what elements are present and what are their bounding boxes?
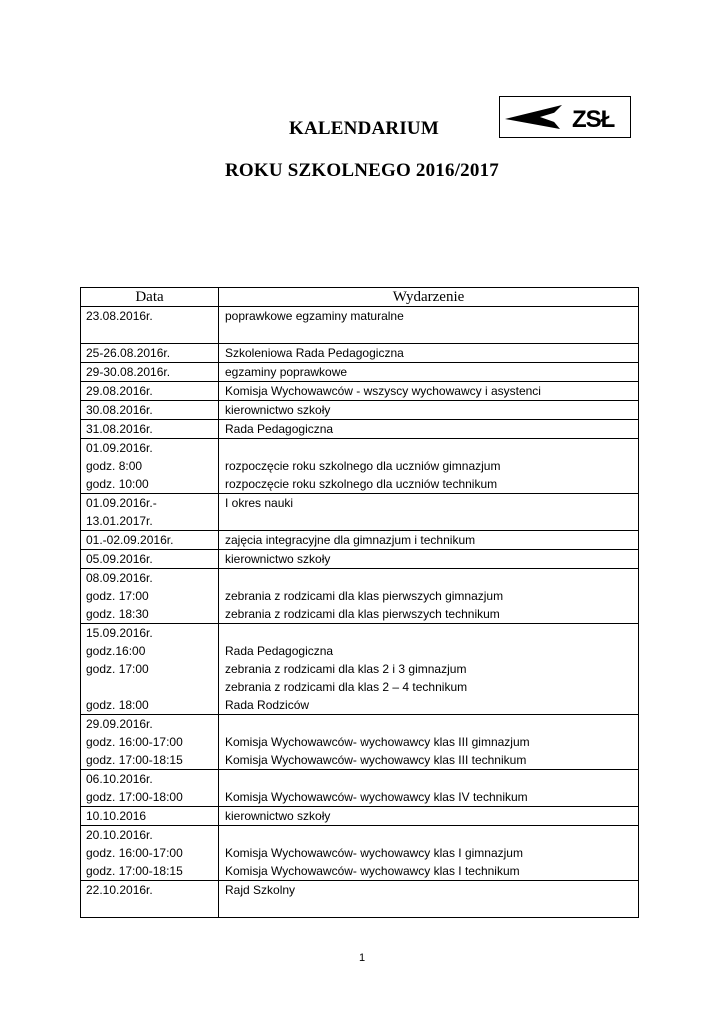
event-cell — [219, 569, 639, 624]
date-cell-line: godz. 17:00 — [86, 662, 149, 676]
event-cell-line: Komisja Wychowawców- wychowawcy klas IV technikum — [225, 790, 528, 804]
event-cell-line: zebrania z rodzicami dla klas pierwszych technikum — [225, 607, 500, 621]
event-cell — [219, 715, 639, 770]
event-cell-line — [225, 325, 638, 343]
date-cell — [81, 363, 219, 382]
date-cell-line: 06.10.2016r. — [86, 772, 153, 786]
event-cell — [219, 494, 639, 531]
event-cell — [219, 307, 639, 344]
date-cell — [81, 307, 219, 344]
table-row — [81, 624, 639, 715]
date-cell — [81, 420, 219, 439]
date-cell-line — [86, 325, 218, 343]
date-cell-line: godz.16:00 — [86, 644, 146, 658]
date-cell-line: godz. 18:00 — [86, 698, 149, 712]
event-cell-line — [225, 770, 638, 788]
date-cell-line: 08.09.2016r. — [86, 571, 153, 585]
table-row — [81, 550, 639, 569]
event-cell-line: Komisja Wychowawców- wychowawcy klas I gimnazjum — [225, 846, 523, 860]
event-cell-line — [225, 512, 638, 530]
date-cell — [81, 881, 219, 918]
table-row — [81, 715, 639, 770]
table-row — [81, 531, 639, 550]
date-cell — [81, 550, 219, 569]
column-header-event: Wydarzenie — [219, 288, 639, 307]
table-row — [81, 807, 639, 826]
event-cell-line: Szkoleniowa Rada Pedagogiczna — [225, 346, 404, 360]
event-cell-line: Komisja Wychowawców- wychowawcy klas III technikum — [225, 753, 527, 767]
date-cell-line: 22.10.2016r. — [86, 883, 153, 897]
event-cell-line — [225, 624, 638, 642]
calendar-table — [80, 287, 639, 918]
event-cell-line: zajęcia integracyjne dla gimnazjum i technikum — [225, 533, 476, 547]
event-cell — [219, 401, 639, 420]
event-cell-line: zebrania z rodzicami dla klas 2 – 4 technikum — [225, 680, 468, 694]
table-row — [81, 401, 639, 420]
event-cell-line: kierownictwo szkoły — [225, 809, 331, 823]
date-cell-line: 15.09.2016r. — [86, 626, 153, 640]
table-row — [81, 420, 639, 439]
event-cell-line — [225, 899, 638, 917]
date-cell-line: 01.09.2016r. — [86, 441, 153, 455]
event-cell-line: Komisja Wychowawców- wychowawcy klas III gimnazjum — [225, 735, 530, 749]
date-cell-line: godz. 18:30 — [86, 607, 149, 621]
event-cell-line: kierownictwo szkoły — [225, 403, 331, 417]
date-cell-line: godz. 8:00 — [86, 459, 143, 473]
date-cell — [81, 569, 219, 624]
title-line-1: KALENDARIUM — [289, 118, 439, 139]
date-cell-line: 30.08.2016r. — [86, 403, 153, 417]
table-row — [81, 569, 639, 624]
date-cell-line: godz. 17:00 — [86, 589, 149, 603]
table-row — [81, 881, 639, 918]
date-cell-line: 20.10.2016r. — [86, 828, 153, 842]
date-cell — [81, 439, 219, 494]
event-cell-line: zebrania z rodzicami dla klas 2 i 3 gimnazjum — [225, 662, 467, 676]
date-cell — [81, 531, 219, 550]
date-cell-line: 01.-02.09.2016r. — [86, 533, 174, 547]
event-cell — [219, 363, 639, 382]
event-cell — [219, 881, 639, 918]
event-cell — [219, 826, 639, 881]
date-cell-line — [86, 678, 218, 696]
event-cell-line — [225, 715, 638, 733]
date-cell-line: godz. 10:00 — [86, 477, 149, 491]
event-cell — [219, 770, 639, 807]
zsl-logo-icon — [500, 97, 630, 137]
event-cell-line: Rajd Szkolny — [225, 883, 296, 897]
event-cell-line: Komisja Wychowawców- wychowawcy klas I technikum — [225, 864, 520, 878]
event-cell — [219, 624, 639, 715]
event-cell-line: egzaminy poprawkowe — [225, 365, 348, 379]
table-row — [81, 382, 639, 401]
date-cell-line: godz. 16:00-17:00 — [86, 846, 183, 860]
date-cell-line: godz. 17:00-18:15 — [86, 753, 183, 767]
date-cell-line: 10.10.2016 — [86, 809, 147, 823]
event-cell-line: Rada Pedagogiczna — [225, 422, 334, 436]
event-cell — [219, 420, 639, 439]
date-cell-line: 25-26.08.2016r. — [86, 346, 171, 360]
date-cell-line: 31.08.2016r. — [86, 422, 153, 436]
date-cell-line: godz. 17:00-18:00 — [86, 790, 183, 804]
table-row — [81, 307, 639, 344]
event-cell — [219, 807, 639, 826]
event-cell — [219, 382, 639, 401]
event-cell-line: poprawkowe egzaminy maturalne — [225, 309, 404, 323]
date-cell — [81, 344, 219, 363]
event-cell — [219, 531, 639, 550]
date-cell-line: 23.08.2016r. — [86, 309, 153, 323]
school-logo — [499, 96, 631, 138]
event-cell-line — [225, 569, 638, 587]
table-row — [81, 344, 639, 363]
date-cell — [81, 401, 219, 420]
table-row — [81, 363, 639, 382]
table-header-row — [81, 288, 639, 307]
date-cell — [81, 826, 219, 881]
event-cell-line — [225, 826, 638, 844]
table-row — [81, 826, 639, 881]
table-row — [81, 439, 639, 494]
table-row — [81, 770, 639, 807]
date-cell-line: 29.09.2016r. — [86, 717, 153, 731]
date-cell — [81, 624, 219, 715]
date-cell — [81, 807, 219, 826]
date-cell — [81, 494, 219, 531]
event-cell — [219, 550, 639, 569]
event-cell-line: Rada Rodziców — [225, 698, 310, 712]
event-cell-line: rozpoczęcie roku szkolnego dla uczniów gimnazjum — [225, 459, 501, 473]
page-number: 1 — [358, 952, 366, 964]
date-cell-line: 29-30.08.2016r. — [86, 365, 171, 379]
date-cell-line: godz. 17:00-18:15 — [86, 864, 183, 878]
event-cell-line: zebrania z rodzicami dla klas pierwszych gimnazjum — [225, 589, 504, 603]
event-cell-line: kierownictwo szkoły — [225, 552, 331, 566]
date-cell — [81, 770, 219, 807]
column-header-date: Data — [81, 288, 219, 307]
date-cell — [81, 715, 219, 770]
title-line-2: ROKU SZKOLNEGO 2016/2017 — [224, 160, 499, 181]
event-cell-line: Rada Pedagogiczna — [225, 644, 334, 658]
event-cell-line — [225, 439, 638, 457]
event-cell-line: rozpoczęcie roku szkolnego dla uczniów technikum — [225, 477, 498, 491]
date-cell-line — [86, 899, 218, 917]
table-row — [81, 494, 639, 531]
event-cell-line: I okres nauki — [225, 496, 294, 510]
svg-text:ZSŁ: ZSŁ — [572, 106, 615, 133]
date-cell-line: 05.09.2016r. — [86, 552, 153, 566]
event-cell-line: Komisja Wychowawców - wszyscy wychowawcy i asystenci — [225, 384, 541, 398]
date-cell-line: 29.08.2016r. — [86, 384, 153, 398]
date-cell-line: 01.09.2016r.- — [86, 496, 157, 510]
event-cell — [219, 439, 639, 494]
date-cell-line: 13.01.2017r. — [86, 514, 153, 528]
date-cell-line: godz. 16:00-17:00 — [86, 735, 183, 749]
event-cell — [219, 344, 639, 363]
date-cell — [81, 382, 219, 401]
